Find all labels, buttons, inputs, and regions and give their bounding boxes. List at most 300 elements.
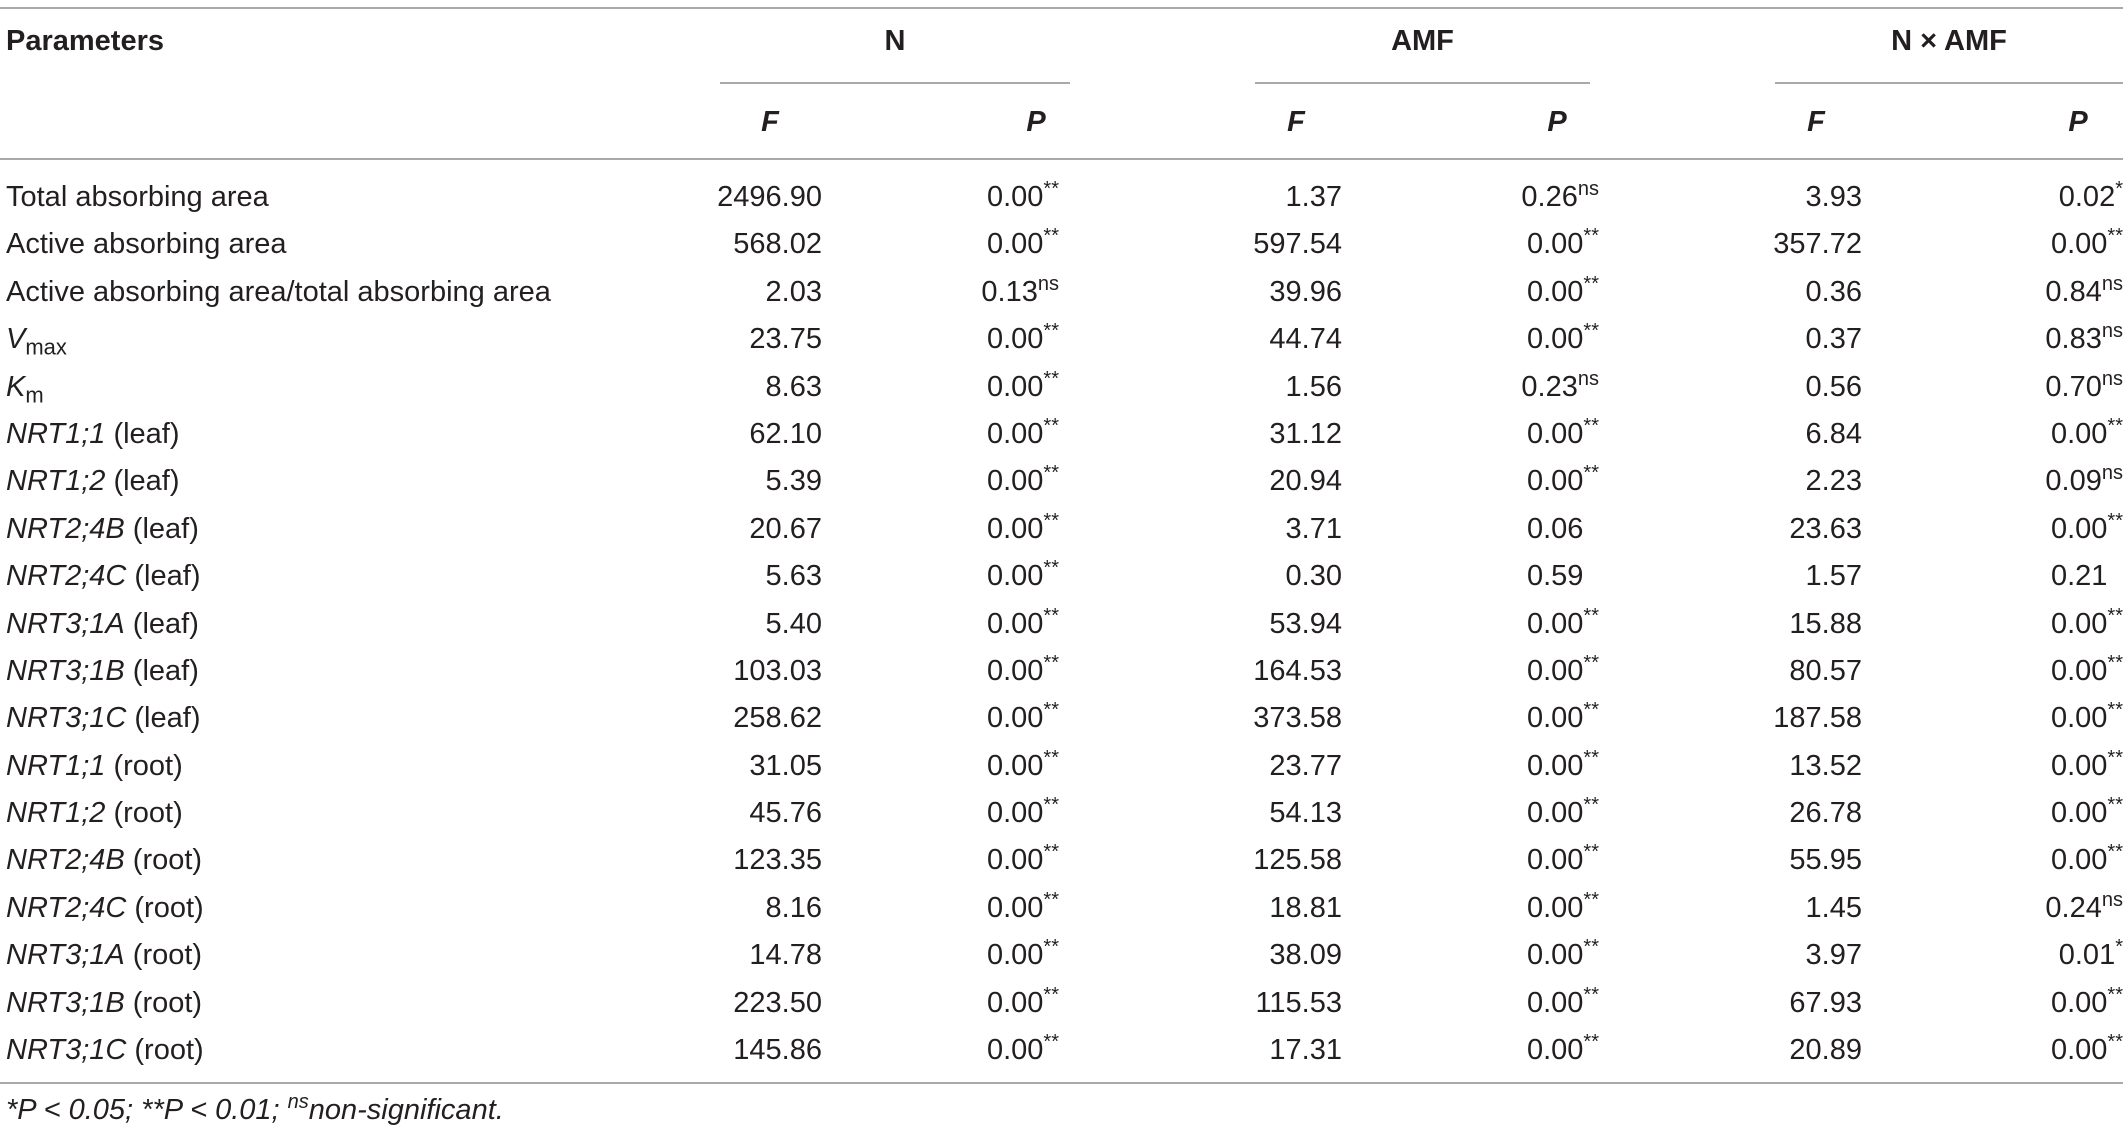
- parameter-suffix: (root): [105, 749, 183, 782]
- sub-header-nxamf-f: F: [1807, 106, 1825, 138]
- n-p-value: [987, 601, 1059, 648]
- amf-f-value: [1269, 790, 1342, 837]
- n-p-value: [987, 1027, 1059, 1074]
- cell-value: 0.00: [1526, 607, 1584, 640]
- nxamf-p-value: [2051, 743, 2123, 790]
- table-row: [0, 553, 2123, 600]
- n-f-value: [749, 316, 822, 363]
- footnote-ns-text: non-significant.: [308, 1094, 504, 1126]
- row-parameter: [6, 932, 202, 979]
- significance-mark: **: [2107, 699, 2123, 722]
- row-parameter: [6, 269, 551, 316]
- nxamf-f-value: [1789, 743, 1862, 790]
- amf-p-value: [1527, 601, 1599, 648]
- nxamf-f-value: [1789, 790, 1862, 837]
- cell-value: 164.53: [1253, 654, 1342, 687]
- cell-value: 17.31: [1269, 1034, 1342, 1067]
- row-parameter: [6, 458, 180, 505]
- parameter-suffix: (leaf): [124, 512, 199, 545]
- n-f-value: [766, 553, 822, 600]
- significance-mark: **: [2107, 1031, 2123, 1054]
- table-row: [0, 885, 2123, 932]
- cell-value: 0.06: [1526, 512, 1584, 545]
- n-p-value: [987, 316, 1059, 363]
- cell-value: 0.00: [1526, 465, 1584, 498]
- cell-value: 14.78: [749, 939, 822, 972]
- cell-value: 2.23: [1805, 465, 1862, 498]
- cell-value: 568.02: [733, 228, 822, 261]
- cell-value: 0.00: [2050, 749, 2108, 782]
- parameter-italic: NRT2;4B: [6, 512, 125, 545]
- row-parameter: [6, 411, 180, 458]
- cell-value: 0.00: [2050, 417, 2108, 450]
- cell-value: 54.13: [1269, 797, 1342, 830]
- amf-f-value: [1286, 506, 1342, 553]
- cell-value: 45.76: [749, 797, 822, 830]
- cell-value: 6.84: [1805, 417, 1862, 450]
- significance-mark: **: [2107, 746, 2123, 769]
- cell-value: 0.00: [1526, 702, 1584, 735]
- cell-value: 31.05: [749, 749, 822, 782]
- footnote-p01: P < 0.01;: [163, 1094, 288, 1126]
- cell-value: 0.00: [1526, 275, 1584, 308]
- row-parameter: [6, 316, 67, 363]
- cell-value: 0.00: [1526, 749, 1584, 782]
- amf-f-value: [1253, 695, 1342, 742]
- cell-value: 0.00: [986, 844, 1044, 877]
- table-body: [0, 174, 2123, 1074]
- amf-f-value: [1269, 743, 1342, 790]
- significance-mark: **: [1043, 509, 1059, 532]
- cell-value: 39.96: [1269, 275, 1342, 308]
- group-rule-n: [720, 82, 1070, 84]
- n-p-value: [987, 980, 1059, 1027]
- nxamf-f-value: [1806, 411, 1862, 458]
- parameter-name: Active absorbing area: [6, 228, 287, 261]
- amf-f-value: [1286, 553, 1342, 600]
- row-parameter: [6, 837, 202, 884]
- parameter-suffix: (leaf): [124, 607, 199, 640]
- significance-mark: **: [2107, 841, 2123, 864]
- n-p-value: [987, 174, 1059, 221]
- nxamf-f-value: [1789, 980, 1862, 1027]
- row-parameter: [6, 174, 269, 221]
- nxamf-p-value: [2051, 648, 2123, 695]
- significance-mark: **: [1043, 414, 1059, 437]
- significance-mark: **: [1583, 414, 1599, 437]
- header-rule: [0, 158, 2123, 160]
- cell-value: 0.00: [2050, 654, 2108, 687]
- significance-mark: **: [1043, 604, 1059, 627]
- amf-p-value: [1527, 648, 1599, 695]
- cell-value: 0.00: [2050, 512, 2108, 545]
- sub-header-n-f: F: [761, 106, 779, 138]
- parameter-italic: NRT2;4C: [6, 560, 127, 593]
- n-f-value: [766, 458, 822, 505]
- cell-value: 0.00: [986, 370, 1044, 403]
- cell-value: 18.81: [1269, 891, 1342, 924]
- group-rule-n-x-amf: [1775, 82, 2123, 84]
- cell-value: 187.58: [1773, 702, 1862, 735]
- nxamf-p-value: [2045, 316, 2123, 363]
- group-header-n-x-amf: N × AMF: [1891, 25, 2007, 57]
- cell-value: 0.02: [2058, 181, 2116, 213]
- table-row: [0, 837, 2123, 884]
- cell-value: 8.63: [765, 370, 822, 403]
- cell-value: 0.00: [2050, 797, 2108, 830]
- significance-mark: **: [1583, 225, 1599, 248]
- nxamf-p-value: [2051, 221, 2123, 268]
- nxamf-f-value: [1789, 837, 1862, 884]
- cell-value: 0.70: [2045, 370, 2102, 403]
- cell-value: 0.84: [2045, 275, 2102, 308]
- n-f-value: [749, 790, 822, 837]
- n-f-value: [749, 506, 822, 553]
- n-p-value: [987, 506, 1059, 553]
- parameter-name: Active absorbing area/total absorbing area: [6, 275, 551, 308]
- parameter-suffix: (root): [124, 986, 203, 1019]
- nxamf-p-value: [2051, 980, 2123, 1027]
- row-parameter: [6, 553, 200, 600]
- cell-value: 1.37: [1285, 181, 1342, 213]
- significance-mark: **: [1583, 462, 1599, 485]
- significance-mark: **: [1043, 888, 1059, 911]
- cell-value: 0.00: [2050, 844, 2108, 877]
- cell-value: 5.39: [765, 465, 822, 498]
- nxamf-p-value: [2051, 837, 2123, 884]
- amf-f-value: [1286, 174, 1342, 221]
- table-row: [0, 506, 2123, 553]
- cell-value: 357.72: [1773, 228, 1862, 261]
- n-f-value: [733, 837, 822, 884]
- significance-mark: ns: [1577, 178, 1599, 200]
- amf-p-value: [1527, 695, 1599, 742]
- amf-f-value: [1269, 885, 1342, 932]
- significance-mark: **: [1043, 178, 1059, 200]
- sub-header-amf-p: P: [1547, 106, 1567, 138]
- nxamf-f-value: [1806, 316, 1862, 363]
- amf-p-value: [1527, 790, 1599, 837]
- significance-mark: ns: [2101, 462, 2123, 485]
- nxamf-p-value: [2045, 885, 2123, 932]
- n-p-value: [987, 553, 1059, 600]
- cell-value: 80.57: [1789, 654, 1862, 687]
- row-parameter: [6, 885, 204, 932]
- cell-value: 20.67: [749, 512, 822, 545]
- cell-value: 23.63: [1789, 512, 1862, 545]
- table-row: [0, 648, 2123, 695]
- cell-value: 15.88: [1789, 607, 1862, 640]
- cell-value: 0.00: [986, 465, 1044, 498]
- amf-p-value: [1527, 885, 1599, 932]
- amf-p-value: [1527, 458, 1599, 505]
- cell-value: 3.71: [1285, 512, 1342, 545]
- parameter-suffix: (root): [124, 939, 203, 972]
- cell-value: 1.57: [1805, 560, 1862, 593]
- n-f-value: [749, 411, 822, 458]
- amf-p-value: [1527, 316, 1599, 363]
- cell-value: 597.54: [1253, 228, 1342, 261]
- amf-p-value: [1521, 174, 1599, 221]
- table-row: [0, 932, 2123, 979]
- amf-p-value: [1527, 506, 1599, 553]
- n-f-value: [733, 221, 822, 268]
- cell-value: 5.63: [765, 560, 822, 593]
- amf-p-value: [1527, 221, 1599, 268]
- n-p-value: [987, 695, 1059, 742]
- n-p-value: [987, 932, 1059, 979]
- cell-value: 2.03: [765, 275, 822, 308]
- significance-mark: **: [1583, 651, 1599, 674]
- amf-f-value: [1255, 980, 1342, 1027]
- n-f-value: [766, 364, 822, 411]
- n-p-value: [987, 837, 1059, 884]
- cell-value: 1.56: [1285, 370, 1342, 403]
- cell-value: 0.26: [1521, 181, 1578, 213]
- cell-value: 44.74: [1269, 323, 1342, 356]
- table-row: [0, 174, 2123, 221]
- cell-value: 0.00: [986, 797, 1044, 830]
- significance-mark: **: [1043, 1031, 1059, 1054]
- cell-value: 0.13: [981, 275, 1038, 308]
- n-f-value: [733, 695, 822, 742]
- parameter-italic: NRT3;1C: [6, 702, 127, 735]
- significance-mark: **: [2107, 509, 2123, 532]
- significance-mark: **: [1583, 604, 1599, 627]
- table-row: [0, 743, 2123, 790]
- parameter-italic: NRT1;1: [6, 417, 106, 450]
- cell-value: 373.58: [1253, 702, 1342, 735]
- group-header-n: N: [884, 25, 906, 57]
- nxamf-f-value: [1789, 506, 1862, 553]
- table-row: [0, 221, 2123, 268]
- nxamf-p-value: [2051, 601, 2123, 648]
- nxamf-f-value: [1789, 648, 1862, 695]
- significance-mark: ns: [1577, 367, 1599, 390]
- significance-mark: **: [1043, 225, 1059, 248]
- cell-value: 0.00: [1526, 228, 1584, 261]
- cell-value: 258.62: [733, 702, 822, 735]
- nxamf-f-value: [1773, 695, 1862, 742]
- bottom-rule: [0, 1082, 2123, 1084]
- amf-f-value: [1269, 269, 1342, 316]
- footnote-star2: **: [141, 1094, 164, 1126]
- cell-value: 0.21: [2050, 560, 2108, 593]
- significance-mark: *: [2115, 178, 2123, 200]
- cell-value: 0.83: [2045, 323, 2102, 356]
- cell-value: 0.00: [986, 512, 1044, 545]
- parameter-italic: NRT2;4C: [6, 891, 127, 924]
- cell-value: 125.58: [1253, 844, 1342, 877]
- amf-f-value: [1269, 411, 1342, 458]
- significance-mark: *: [2115, 936, 2123, 959]
- nxamf-f-value: [1806, 174, 1862, 221]
- row-parameter: [6, 221, 287, 268]
- n-f-value: [733, 1027, 822, 1074]
- amf-p-value: [1527, 743, 1599, 790]
- significance-mark: **: [1583, 794, 1599, 817]
- parameter-italic: NRT1;2: [6, 797, 106, 830]
- row-parameter: [6, 1027, 204, 1074]
- cell-value: 0.37: [1805, 323, 1862, 356]
- cell-value: 0.09: [2045, 465, 2102, 498]
- parameter-name: Total absorbing area: [6, 181, 269, 213]
- amf-f-value: [1269, 601, 1342, 648]
- nxamf-f-value: [1806, 364, 1862, 411]
- amf-p-value: [1527, 932, 1599, 979]
- row-parameter: [6, 364, 44, 411]
- amf-p-value: [1527, 1027, 1599, 1074]
- significance-mark: ns: [2101, 888, 2123, 911]
- n-f-value: [733, 648, 822, 695]
- amf-f-value: [1286, 364, 1342, 411]
- cell-value: 0.00: [1526, 844, 1584, 877]
- parameter-italic: NRT1;2: [6, 465, 106, 498]
- cell-value: 3.93: [1805, 181, 1862, 213]
- parameter-subscript: max: [25, 334, 67, 360]
- significance-mark: ns: [2101, 367, 2123, 390]
- significance-mark: **: [1043, 936, 1059, 959]
- cell-value: 55.95: [1789, 844, 1862, 877]
- n-f-value: [717, 174, 822, 221]
- table-row: [0, 364, 2123, 411]
- cell-value: 0.00: [986, 607, 1044, 640]
- significance-mark: **: [1583, 1031, 1599, 1054]
- parameter-italic: NRT3;1A: [6, 939, 125, 972]
- significance-mark: **: [1043, 462, 1059, 485]
- cell-value: 62.10: [749, 417, 822, 450]
- nxamf-f-value: [1789, 1027, 1862, 1074]
- nxamf-f-value: [1806, 932, 1862, 979]
- group-header-amf: AMF: [1391, 25, 1454, 57]
- significance-mark: **: [1583, 272, 1599, 295]
- cell-value: 0.00: [986, 702, 1044, 735]
- cell-value: 0.00: [986, 939, 1044, 972]
- nxamf-p-value: [2051, 553, 2123, 600]
- significance-mark: **: [2107, 604, 2123, 627]
- cell-value: 123.35: [733, 844, 822, 877]
- row-parameter: [6, 743, 183, 790]
- table-row: [0, 980, 2123, 1027]
- n-f-value: [749, 743, 822, 790]
- nxamf-f-value: [1773, 221, 1862, 268]
- row-parameter: [6, 980, 202, 1027]
- cell-value: 2496.90: [717, 181, 822, 213]
- significance-mark: **: [1583, 699, 1599, 722]
- cell-value: 0.00: [986, 560, 1044, 593]
- cell-value: 103.03: [733, 654, 822, 687]
- row-parameter: [6, 648, 199, 695]
- cell-value: 26.78: [1789, 797, 1862, 830]
- cell-value: 0.00: [1526, 939, 1584, 972]
- n-f-value: [749, 932, 822, 979]
- table-row: [0, 1027, 2123, 1074]
- significance-mark: **: [1583, 936, 1599, 959]
- cell-value: 3.97: [1805, 939, 1862, 972]
- parameter-suffix: (leaf): [124, 654, 199, 687]
- cell-value: 0.01: [2058, 939, 2116, 972]
- nxamf-p-value: [2045, 364, 2123, 411]
- parameter-italic: NRT3;1B: [6, 654, 125, 687]
- parameter-italic: V: [6, 323, 26, 356]
- parameter-suffix: (leaf): [126, 560, 201, 593]
- cell-value: 0.00: [2050, 1034, 2108, 1067]
- cell-value: 0.00: [1526, 417, 1584, 450]
- table-row: [0, 316, 2123, 363]
- parameter-italic: NRT3;1C: [6, 1034, 127, 1067]
- cell-value: 0.00: [1526, 797, 1584, 830]
- significance-mark: **: [1043, 367, 1059, 390]
- parameter-italic: NRT3;1A: [6, 607, 125, 640]
- significance-mark: **: [2107, 651, 2123, 674]
- nxamf-p-value: [2059, 174, 2123, 221]
- significance-mark: **: [1043, 320, 1059, 343]
- table-row: [0, 695, 2123, 742]
- n-p-value: [981, 269, 1059, 316]
- parameter-suffix: (root): [105, 797, 183, 830]
- parameter-italic: NRT2;4B: [6, 844, 125, 877]
- nxamf-p-value: [2045, 269, 2123, 316]
- significance-mark: **: [1583, 320, 1599, 343]
- parameters-header: Parameters: [6, 25, 164, 57]
- n-f-value: [733, 980, 822, 1027]
- nxamf-p-value: [2051, 506, 2123, 553]
- n-p-value: [987, 885, 1059, 932]
- cell-value: 145.86: [733, 1034, 822, 1067]
- cell-value: 0.00: [986, 891, 1044, 924]
- cell-value: 0.00: [986, 1034, 1044, 1067]
- n-f-value: [766, 885, 822, 932]
- table-row: [0, 269, 2123, 316]
- row-parameter: [6, 695, 200, 742]
- amf-p-value: [1521, 364, 1599, 411]
- amf-f-value: [1269, 932, 1342, 979]
- significance-mark: **: [1043, 794, 1059, 817]
- amf-p-value: [1527, 411, 1599, 458]
- cell-value: 0.59: [1526, 560, 1584, 593]
- table-row: [0, 601, 2123, 648]
- cell-value: 0.00: [1526, 986, 1584, 1019]
- cell-value: 0.00: [2050, 702, 2108, 735]
- nxamf-p-value: [2059, 932, 2123, 979]
- significance-mark: **: [1043, 699, 1059, 722]
- sub-header-amf-f: F: [1287, 106, 1305, 138]
- nxamf-p-value: [2051, 790, 2123, 837]
- significance-mark: **: [1043, 841, 1059, 864]
- parameter-suffix: (root): [126, 1034, 204, 1067]
- amf-f-value: [1253, 837, 1342, 884]
- amf-p-value: [1527, 980, 1599, 1027]
- nxamf-p-value: [2051, 695, 2123, 742]
- cell-value: 23.77: [1269, 749, 1342, 782]
- n-p-value: [987, 790, 1059, 837]
- cell-value: 0.00: [2050, 228, 2108, 261]
- cell-value: 20.94: [1269, 465, 1342, 498]
- nxamf-p-value: [2051, 1027, 2123, 1074]
- nxamf-f-value: [1806, 458, 1862, 505]
- cell-value: 0.00: [986, 654, 1044, 687]
- significance-mark: **: [1043, 983, 1059, 1006]
- significance-mark: **: [1583, 888, 1599, 911]
- n-p-value: [987, 458, 1059, 505]
- amf-f-value: [1269, 316, 1342, 363]
- n-p-value: [987, 364, 1059, 411]
- cell-value: 53.94: [1269, 607, 1342, 640]
- footnote-p05: P < 0.05;: [17, 1094, 142, 1126]
- cell-value: 31.12: [1269, 417, 1342, 450]
- footnote-ns-mark: ns: [287, 1091, 309, 1113]
- amf-f-value: [1253, 221, 1342, 268]
